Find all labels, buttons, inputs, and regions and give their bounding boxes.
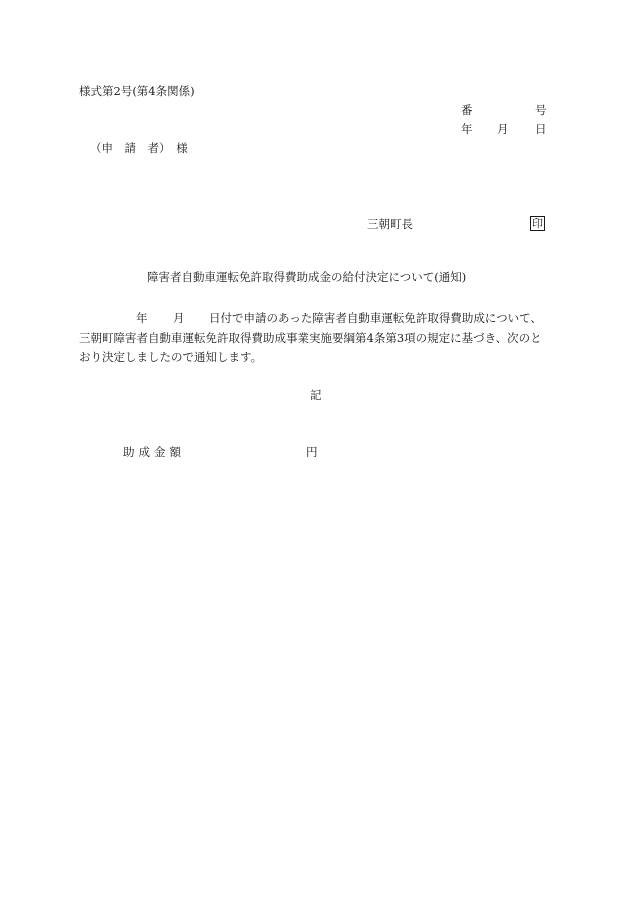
- addressee-line: （申 請 者） 様: [90, 141, 188, 155]
- body-year-label: 年: [136, 311, 148, 325]
- issuer-name: 三朝町長: [367, 217, 413, 231]
- ki-heading: 記: [310, 388, 322, 402]
- document-title: 障害者自動車運転免許取得費助成金の給付決定について(通知): [147, 270, 467, 284]
- body-line-1: 日付で申請のあった障害者自動車運転免許取得費助成について、: [209, 311, 542, 325]
- date-year-label: 年: [461, 122, 473, 136]
- document-number-suffix: 号: [535, 103, 547, 117]
- seal-stamp: 印: [532, 217, 543, 230]
- amount-label: 助成金額: [123, 445, 185, 459]
- date-day-label: 日: [535, 122, 547, 136]
- body-line-3: おり決定しましたので通知します。: [79, 350, 263, 364]
- form-number-label: 様式第2号(第4条関係): [79, 84, 195, 98]
- date-month-label: 月: [497, 122, 509, 136]
- amount-unit: 円: [306, 445, 318, 459]
- body-line-2: 三朝町障害者自動車運転免許取得費助成事業実施要綱第4条第3項の規定に基づき、次のと: [79, 331, 542, 345]
- document-number-prefix: 番: [461, 103, 473, 117]
- body-month-label: 月: [173, 311, 185, 325]
